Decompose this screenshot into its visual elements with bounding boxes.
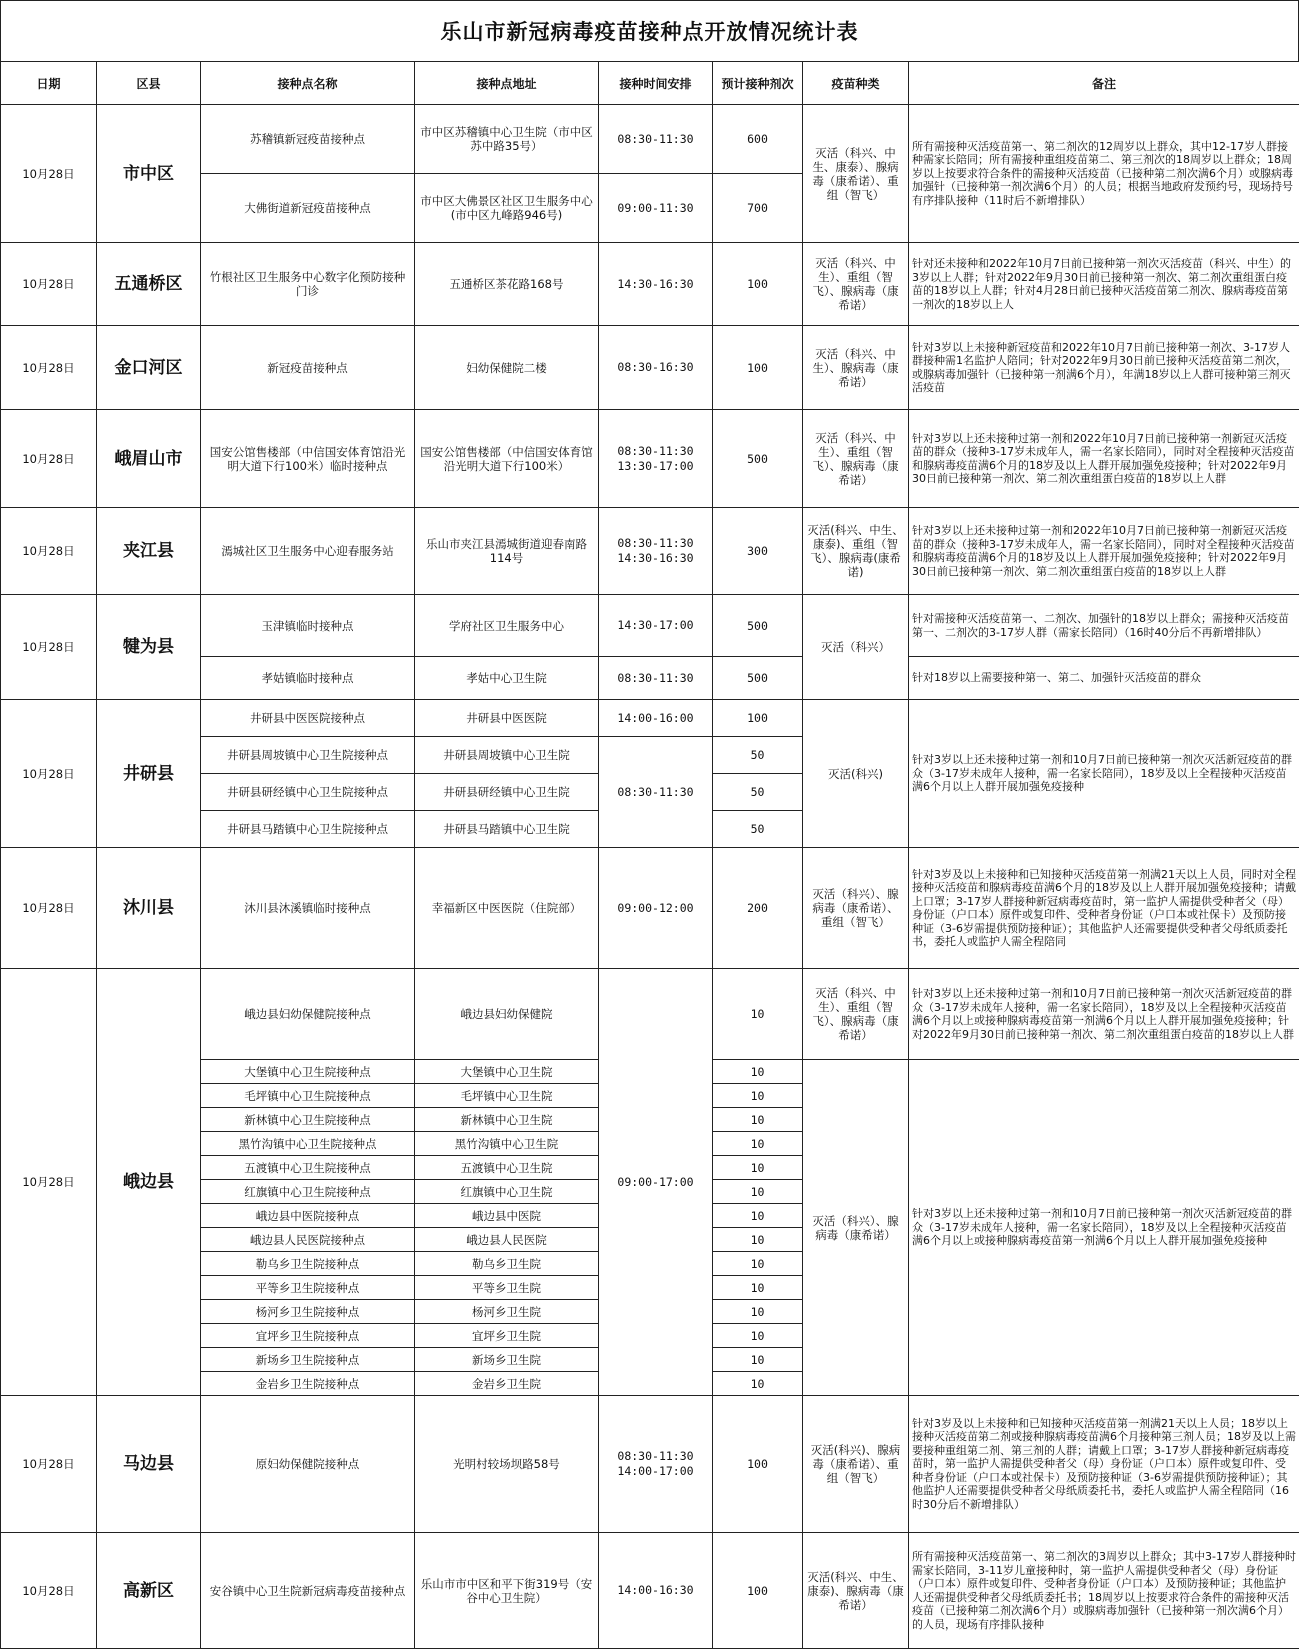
- time-afternoon: 13:30-17:00: [617, 458, 694, 473]
- site-name: 国安公馆售楼部（中信国安体育馆沿光明大道下行100米）临时接种点: [201, 410, 415, 508]
- doses-cell: 10: [713, 1132, 803, 1156]
- vaccine-type-cell: 灭活（科兴、中生、康泰）、腺病毒（康希诺）、重组（智飞）: [803, 105, 909, 243]
- site-name: 平等乡卫生院接种点: [201, 1276, 415, 1300]
- header-site-name: 接种点名称: [201, 62, 415, 105]
- site-name: 峨边县人民医院接种点: [201, 1228, 415, 1252]
- remarks-cell: 针对还未接种和2022年10月7日前已接种第一剂次灭活疫苗（科兴、中生）的3岁以上人群；针对2022年9月30日前已接种第一剂次、第二剂次重组蛋白疫苗的18岁以上人群；针对4月28日前已接种灭活疫苗第二剂次、腺病毒疫苗第一剂次的18岁以上人: [909, 243, 1299, 326]
- site-address: 杨河乡卫生院: [415, 1300, 599, 1324]
- vaccine-type-cell: 灭活（科兴、中生）、腺病毒（康希诺）: [803, 326, 909, 410]
- date-cell: 10月28日: [1, 595, 97, 700]
- site-address: 峨边县中医院: [415, 1204, 599, 1228]
- site-name: 五渡镇中心卫生院接种点: [201, 1156, 415, 1180]
- doses-cell: 600: [713, 105, 803, 174]
- vaccination-sites-table: [0, 61, 1299, 1649]
- site-name: 宜坪乡卫生院接种点: [201, 1324, 415, 1348]
- site-address: 乐山市夹江县漹城街道迎春南路114号: [415, 508, 599, 595]
- vaccine-type-cell: 灭活(科兴、中生、康泰)、重组（智飞）、腺病毒(康希诺): [803, 508, 909, 595]
- site-address: 峨边县人民医院: [415, 1228, 599, 1252]
- site-name: 毛坪镇中心卫生院接种点: [201, 1084, 415, 1108]
- date-cell: 10月28日: [1, 1396, 97, 1533]
- table-row: [1, 508, 1299, 595]
- header-remarks: 备注: [909, 62, 1299, 105]
- site-address: 新林镇中心卫生院: [415, 1108, 599, 1132]
- doses-cell: 10: [713, 1300, 803, 1324]
- remarks-cell: 针对3岁以上还未接种过第一剂和10月7日前已接种第一剂次灭活新冠疫苗的群众（3-17岁未成年人接种，需一名家长陪同），18岁及以上全程接种灭活疫苗满6个月以上或接种腺病毒疫苗第一剂满6个月以上人群开展加强免疫接种；针对2022年9月30日前已接种第一剂次、第二剂次重组蛋白疫苗的18岁以上人群: [909, 969, 1299, 1060]
- time-cell: 14:30-16:30: [599, 243, 713, 326]
- district-cell: 夹江县: [97, 508, 201, 595]
- doses-cell: 500: [713, 595, 803, 657]
- time-cell: 08:30-11:30: [599, 657, 713, 700]
- table-row: [1, 326, 1299, 410]
- site-name: 沐川县沐溪镇临时接种点: [201, 848, 415, 969]
- site-name: 苏稽镇新冠疫苗接种点: [201, 105, 415, 174]
- doses-cell: 100: [713, 243, 803, 326]
- time-cell: 14:30-17:00: [599, 595, 713, 657]
- site-name: 金岩乡卫生院接种点: [201, 1372, 415, 1396]
- remarks-cell: 针对3岁以上还未接种过第一剂和10月7日前已接种第一剂次灭活新冠疫苗的群众（3-17岁未成年人接种，需一名家长陪同），18岁及以上全程接种灭活疫苗满6个月以上或接种腺病毒疫苗第一剂满6个月以上人群开展加强免疫接种: [909, 1060, 1299, 1396]
- time-cell: 08:30-11:30: [599, 737, 713, 848]
- date-cell: 10月28日: [1, 700, 97, 848]
- site-name: 安谷镇中心卫生院新冠病毒疫苗接种点: [201, 1533, 415, 1649]
- time-morning: 08:30-11:30: [617, 443, 694, 458]
- site-address: 新场乡卫生院: [415, 1348, 599, 1372]
- table-row: [1, 848, 1299, 969]
- district-cell: 峨眉山市: [97, 410, 201, 508]
- time-cell: 14:00-16:30: [599, 1533, 713, 1649]
- vaccine-type-cell: 灭活(科兴)、腺病毒（康希诺）、重组（智飞）: [803, 1396, 909, 1533]
- site-name: 井研县研经镇中心卫生院接种点: [201, 774, 415, 811]
- district-cell: 五通桥区: [97, 243, 201, 326]
- remarks-cell: 针对3岁及以上未接种和已知接种灭活疫苗第一剂满21天以上人员，同时对全程接种灭活疫苗和腺病毒疫苗满6个月的18岁及以上人群开展加强免疫接种；请戴上口罩；3-17岁人群接种新冠病毒疫苗时，第一监护人需提供受种者父（母）身份证（户口本）原件或复印件、受种者身份证（户口本或社保卡）及预防接种证（3-6岁需提供预防接种证）；其他监护人还需要提供受种者父母纸质委托书，委托人或监护人需全程陪同: [909, 848, 1299, 969]
- table-row: [1, 1533, 1299, 1649]
- site-address: 乐山市市中区和平下街319号（安谷中心卫生院）: [415, 1533, 599, 1649]
- remarks-cell: 针对3岁以上还未接种过第一剂和2022年10月7日前已接种第一剂新冠灭活疫苗的群众（接种3-17岁未成年人，需一名家长陪同），同时对全程接种灭活疫苗和腺病毒疫苗满6个月的18岁及以上人群开展加强免疫接种；针对2022年9月30日前已接种第一剂次、第二剂次重组蛋白疫苗的18岁以上人群: [909, 508, 1299, 595]
- site-name: 峨边县妇幼保健院接种点: [201, 969, 415, 1060]
- site-address: 妇幼保健院二楼: [415, 326, 599, 410]
- site-address: 井研县马踏镇中心卫生院: [415, 811, 599, 848]
- site-name: 漹城社区卫生服务中心迎春服务站: [201, 508, 415, 595]
- doses-cell: 10: [713, 1204, 803, 1228]
- site-name: 井研县马踏镇中心卫生院接种点: [201, 811, 415, 848]
- time-cell: [599, 1396, 713, 1533]
- remarks-cell: 针对需接种灭活疫苗第一、二剂次、加强针的18岁以上群众；需接种灭活疫苗第一、二剂次的3-17岁人群（需家长陪同）（16时40分后不再新增排队）: [909, 595, 1299, 657]
- time-cell: [599, 410, 713, 508]
- site-address: 孝姑中心卫生院: [415, 657, 599, 700]
- site-address: 国安公馆售楼部（中信国安体育馆沿光明大道下行100米）: [415, 410, 599, 508]
- doses-cell: 10: [713, 1084, 803, 1108]
- district-cell: 高新区: [97, 1533, 201, 1649]
- site-address: 五通桥区茶花路168号: [415, 243, 599, 326]
- remarks-cell: 针对3岁以上还未接种过第一剂和10月7日前已接种第一剂次灭活新冠疫苗的群众（3-17岁未成年人接种，需一名家长陪同），18岁及以上全程接种灭活疫苗满6个月以上人群开展加强免疫接种: [909, 700, 1299, 848]
- doses-cell: 10: [713, 1324, 803, 1348]
- doses-cell: 500: [713, 410, 803, 508]
- header-district: 区县: [97, 62, 201, 105]
- site-address: 井研县中医医院: [415, 700, 599, 737]
- doses-cell: 50: [713, 737, 803, 774]
- time-morning: 08:30-11:30: [617, 536, 694, 550]
- table-row: [1, 595, 1299, 657]
- district-cell: 马边县: [97, 1396, 201, 1533]
- site-address: 金岩乡卫生院: [415, 1372, 599, 1396]
- table-row: [1, 969, 1299, 1060]
- vaccine-type-cell: 灭活（科兴）、腺病毒（康希诺）: [803, 1060, 909, 1396]
- doses-cell: 10: [713, 1180, 803, 1204]
- district-cell: 峨边县: [97, 969, 201, 1396]
- table-row: [1, 243, 1299, 326]
- doses-cell: 10: [713, 1252, 803, 1276]
- site-name: 新冠疫苗接种点: [201, 326, 415, 410]
- site-address: 大堡镇中心卫生院: [415, 1060, 599, 1084]
- doses-cell: 10: [713, 1156, 803, 1180]
- doses-cell: 100: [713, 326, 803, 410]
- doses-cell: 10: [713, 1060, 803, 1084]
- site-address: 峨边县妇幼保健院: [415, 969, 599, 1060]
- doses-cell: 300: [713, 508, 803, 595]
- vaccine-type-cell: 灭活(科兴、中生、康泰)、腺病毒（康希诺）: [803, 1533, 909, 1649]
- site-name: 红旗镇中心卫生院接种点: [201, 1180, 415, 1204]
- site-address: 红旗镇中心卫生院: [415, 1180, 599, 1204]
- time-cell: 09:00-12:00: [599, 848, 713, 969]
- sheet-title: 乐山市新冠病毒疫苗接种点开放情况统计表: [0, 0, 1299, 62]
- site-name: 井研县中医医院接种点: [201, 700, 415, 737]
- header-date: 日期: [1, 62, 97, 105]
- site-address: 市中区大佛景区社区卫生服务中心(市中区九峰路946号): [415, 174, 599, 243]
- date-cell: 10月28日: [1, 326, 97, 410]
- vaccine-type-cell: 灭活（科兴）、腺病毒（康希诺）、重组（智飞）: [803, 848, 909, 969]
- header-vaccine-type: 疫苗种类: [803, 62, 909, 105]
- site-name: 黑竹沟镇中心卫生院接种点: [201, 1132, 415, 1156]
- time-cell: 09:00-17:00: [599, 969, 713, 1396]
- doses-cell: 10: [713, 969, 803, 1060]
- site-name: 原妇幼保健院接种点: [201, 1396, 415, 1533]
- date-cell: 10月28日: [1, 1533, 97, 1649]
- doses-cell: 10: [713, 1276, 803, 1300]
- table-row: [1, 105, 1299, 174]
- time-cell: 08:30-11:30: [599, 105, 713, 174]
- site-address: 勒乌乡卫生院: [415, 1252, 599, 1276]
- time-cell: [599, 508, 713, 595]
- time-cell: 09:00-11:30: [599, 174, 713, 243]
- district-cell: 井研县: [97, 700, 201, 848]
- doses-cell: 100: [713, 1533, 803, 1649]
- district-cell: 市中区: [97, 105, 201, 243]
- site-name: 新林镇中心卫生院接种点: [201, 1108, 415, 1132]
- table-row: [1, 700, 1299, 737]
- site-name: 孝姑镇临时接种点: [201, 657, 415, 700]
- district-cell: 沐川县: [97, 848, 201, 969]
- site-address: 毛坪镇中心卫生院: [415, 1084, 599, 1108]
- doses-cell: 100: [713, 700, 803, 737]
- time-cell: 14:00-16:00: [599, 700, 713, 737]
- doses-cell: 200: [713, 848, 803, 969]
- table-row: [1, 410, 1299, 508]
- date-cell: 10月28日: [1, 105, 97, 243]
- header-row: [1, 62, 1299, 105]
- date-cell: 10月28日: [1, 243, 97, 326]
- site-address: 市中区苏稽镇中心卫生院（市中区苏中路35号）: [415, 105, 599, 174]
- site-name: 井研县周坡镇中心卫生院接种点: [201, 737, 415, 774]
- time-morning: 08:30-11:30: [617, 1449, 694, 1463]
- site-name: 大堡镇中心卫生院接种点: [201, 1060, 415, 1084]
- remarks-cell: 针对18岁以上需要接种第一、第二、加强针灭活疫苗的群众: [909, 657, 1299, 700]
- remarks-cell: 针对3岁以上未接种新冠疫苗和2022年10月7日前已接种第一剂次、3-17岁人群接种需1名监护人陪同；针对2022年9月30日前已接种灭活疫苗第二剂次，或腺病毒加强针（已接种第一剂满6个月），年满18岁以上人群可接种第三剂灭活疫苗: [909, 326, 1299, 410]
- site-address: 宜坪乡卫生院: [415, 1324, 599, 1348]
- district-cell: 金口河区: [97, 326, 201, 410]
- doses-cell: 100: [713, 1396, 803, 1533]
- header-site-address: 接种点地址: [415, 62, 599, 105]
- vaccine-type-cell: 灭活（科兴、中生）、重组（智飞）、腺病毒（康希诺）: [803, 243, 909, 326]
- date-cell: 10月28日: [1, 969, 97, 1396]
- doses-cell: 500: [713, 657, 803, 700]
- site-address: 学府社区卫生服务中心: [415, 595, 599, 657]
- vaccine-type-cell: 灭活（科兴、中生）、重组（智飞）、腺病毒（康希诺）: [803, 410, 909, 508]
- site-address: 光明村较场坝路58号: [415, 1396, 599, 1533]
- site-name: 新场乡卫生院接种点: [201, 1348, 415, 1372]
- site-address: 井研县周坡镇中心卫生院: [415, 737, 599, 774]
- site-name: 勒乌乡卫生院接种点: [201, 1252, 415, 1276]
- date-cell: 10月28日: [1, 508, 97, 595]
- site-name: 杨河乡卫生院接种点: [201, 1300, 415, 1324]
- remarks-cell: 所有需接种灭活疫苗第一、第二剂次的3周岁以上群众；其中3-17岁人群接种时需家长陪同，3-11岁儿童接种时，第一监护人需提供受种者父（母）身份证（户口本）原件或复印件、受种者身份证（户口本）及预防接种证；其他监护人还需提供受种者父母纸质委托书；18周岁以上按要求符合条件的需接种灭活疫苗（已接种第二剂次满6个月）或腺病毒加强针（已接种第一剂次满6个月）的人员，现场有序排队接种: [909, 1533, 1299, 1649]
- doses-cell: 50: [713, 774, 803, 811]
- time-afternoon: 14:00-17:00: [617, 1464, 694, 1478]
- header-doses: 预计接种剂次: [713, 62, 803, 105]
- remarks-cell: 针对3岁及以上未接种和已知接种灭活疫苗第一剂满21天以上人员；18岁以上接种灭活疫苗第二剂或接种腺病毒疫苗满6个月接种第三剂人员；18岁及以上需要接种重组第二剂、第三剂的人群；请戴上口罩；3-17岁人群接种新冠病毒疫苗时，第一监护人需提供受种者父（母）身份证（户口本）原件或复印件、受种者身份证（户口本或社保卡）及预防接种证（3-6岁需提供预防接种证）；其他监护人还需要提供受种者父母纸质委托书，委托人或监护人需全程陪同（16时30分后不新增排队）: [909, 1396, 1299, 1533]
- vaccine-type-cell: 灭活（科兴）: [803, 595, 909, 700]
- remarks-cell: 针对3岁以上还未接种过第一剂和2022年10月7日前已接种第一剂新冠灭活疫苗的群众（接种3-17岁未成年人，需一名家长陪同），同时对全程接种灭活疫苗和腺病毒疫苗满6个月的18岁及以上人群开展加强免疫接种；针对2022年9月30日前已接种第一剂次、第二剂次重组蛋白疫苗的18岁以上人群: [909, 410, 1299, 508]
- site-address: 黑竹沟镇中心卫生院: [415, 1132, 599, 1156]
- site-name: 大佛街道新冠疫苗接种点: [201, 174, 415, 243]
- site-name: 竹根社区卫生服务中心数字化预防接种门诊: [201, 243, 415, 326]
- site-name: 玉津镇临时接种点: [201, 595, 415, 657]
- site-address: 幸福新区中医医院（住院部）: [415, 848, 599, 969]
- doses-cell: 10: [713, 1348, 803, 1372]
- doses-cell: 50: [713, 811, 803, 848]
- site-address: 五渡镇中心卫生院: [415, 1156, 599, 1180]
- site-name: 峨边县中医院接种点: [201, 1204, 415, 1228]
- vaccine-type-cell: 灭活(科兴): [803, 700, 909, 848]
- table-row: [1, 1396, 1299, 1533]
- remarks-cell: 所有需接种灭活疫苗第一、第二剂次的12周岁以上群众，其中12-17岁人群接种需家长陪同；所有需接种重组疫苗第二、第三剂次的18周岁以上群众；18周岁以上按要求符合条件的需接种灭活疫苗（已接种第二剂次满6个月）或腺病毒加强针（已接种第一剂次满6个月）的人员；根据当地政府发预约号，现场持号有序排队接种（11时后不新增排队）: [909, 105, 1299, 243]
- doses-cell: 10: [713, 1372, 803, 1396]
- header-time: 接种时间安排: [599, 62, 713, 105]
- doses-cell: 700: [713, 174, 803, 243]
- time-cell: 08:30-16:30: [599, 326, 713, 410]
- date-cell: 10月28日: [1, 848, 97, 969]
- doses-cell: 10: [713, 1108, 803, 1132]
- district-cell: 犍为县: [97, 595, 201, 700]
- doses-cell: 10: [713, 1228, 803, 1252]
- site-address: 井研县研经镇中心卫生院: [415, 774, 599, 811]
- site-address: 平等乡卫生院: [415, 1276, 599, 1300]
- date-cell: 10月28日: [1, 410, 97, 508]
- time-afternoon: 14:30-16:30: [617, 551, 694, 565]
- vaccine-type-cell: 灭活（科兴、中生）、重组（智飞）、腺病毒（康希诺）: [803, 969, 909, 1060]
